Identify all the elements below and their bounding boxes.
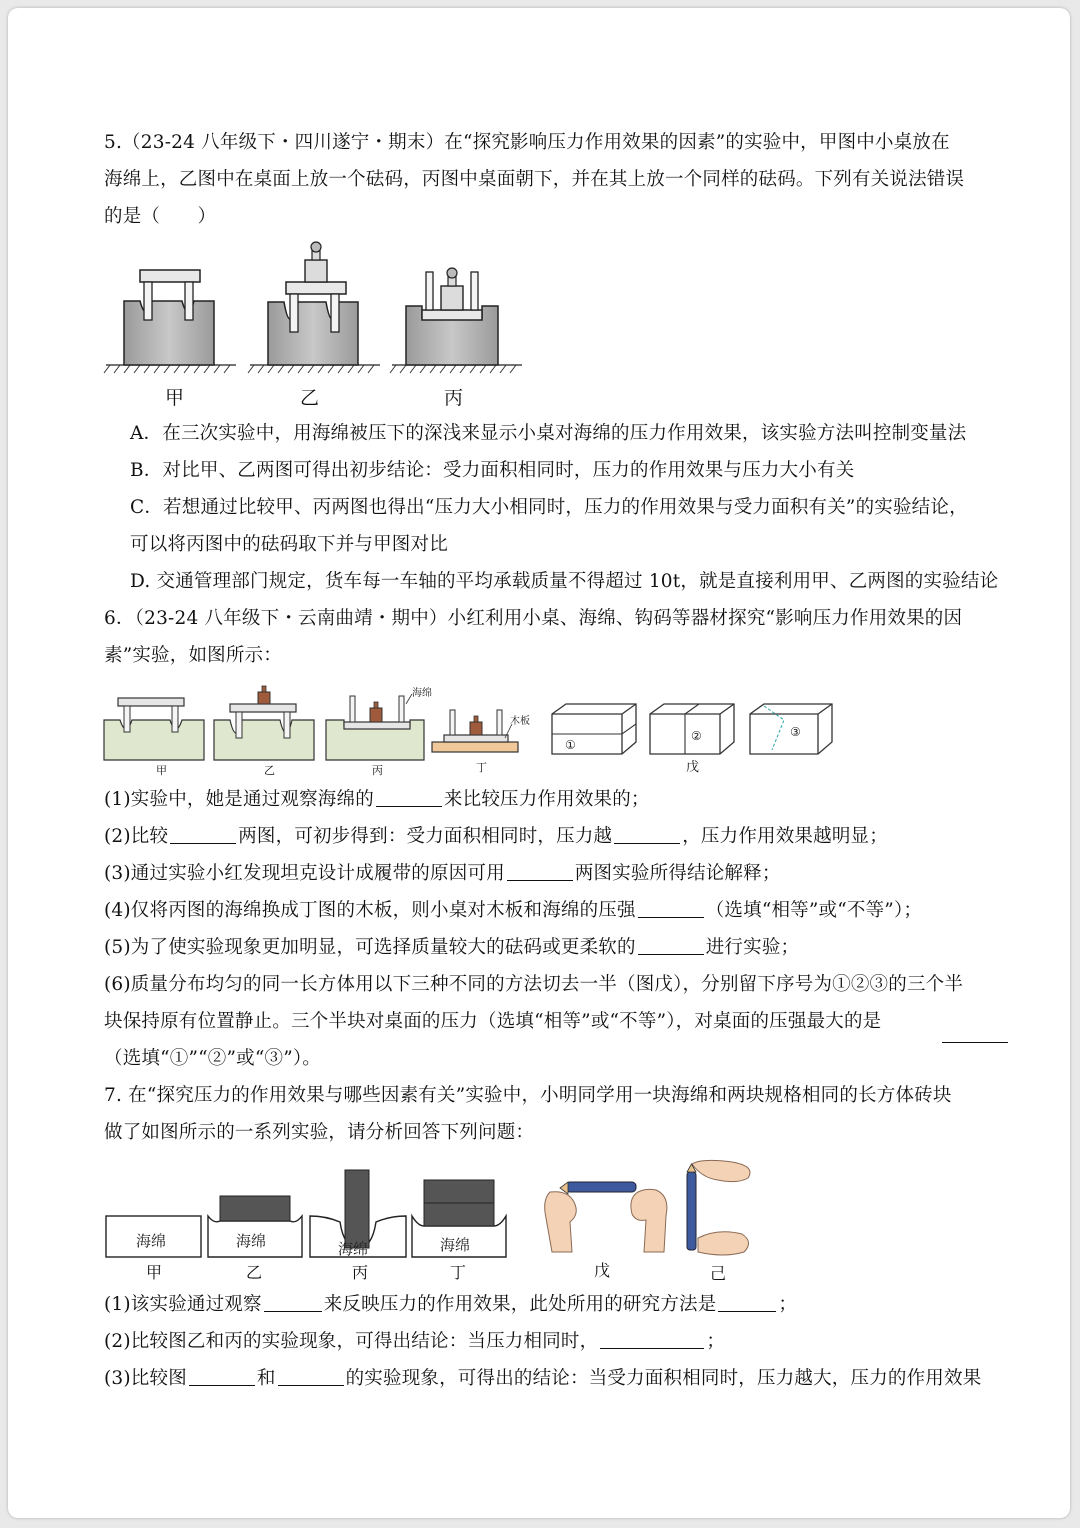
q5-label-yi: 乙: [300, 387, 320, 409]
answer-blank[interactable]: [189, 1367, 255, 1386]
q5-option-c-line-2: 可以将丙图中的砝码取下并与甲图对比: [130, 534, 448, 555]
q6-label-jia: 甲: [156, 764, 167, 777]
q6-sub-3-text-a: (3)通过实验小红发现坦克设计成履带的原因可用: [104, 863, 505, 884]
q7-label-ding: 丁: [450, 1263, 467, 1282]
q7-sub-3-text-b: 和: [256, 1368, 276, 1389]
answer-blank[interactable]: [942, 1042, 1008, 1043]
q7-sub-2: [104, 1330, 725, 1354]
q6-sub-5: [104, 936, 799, 960]
q7-sub-3-text-a: (3)比较图: [104, 1368, 187, 1389]
q5-option-d: D. 交通管理部门规定，货车每一车轴的平均承载质量不得超过 10t，就是直接利用甲、乙两图的实验结论: [130, 571, 999, 592]
answer-blank[interactable]: [638, 899, 704, 918]
q7-sub-1-text-b: 来反映压力的作用效果，此处所用的研究方法是: [323, 1294, 717, 1315]
q6-sub-6-line-3: （选填“①”“②”或“③”）。: [104, 1048, 321, 1069]
q6-sub-4-text-a: (4)仅将丙图的海绵换成丁图的木板，则小桌对木板和海绵的压强: [104, 900, 636, 921]
q6-sub-3-text-b: 两图实验所得结论解释；: [574, 863, 781, 884]
block-2-number: ②: [691, 729, 702, 743]
q5-option-a: A．在三次实验中，用海绵被压下的深浅来显示小桌对海绵的压力作用效果，该实验方法叫控制变量法: [130, 423, 967, 444]
q6-sub-2-text-a: (2)比较: [104, 826, 169, 847]
q5-option-c-line-1: C．若想通过比较甲、丙两图也得出“压力大小相同时，压力的作用效果与受力面积有关”的实验结论，: [130, 497, 968, 518]
callout-sponge: 海绵: [412, 688, 432, 699]
q7-figure: [100, 1158, 765, 1260]
q6-sub-4-text-b: （选填“相等”或“不等”）；: [705, 900, 923, 921]
block-3-number: ③: [790, 725, 801, 739]
block-1-number: ①: [565, 738, 576, 752]
q6-sub-2-text-c: ，压力作用效果越明显；: [682, 826, 888, 847]
answer-blank[interactable]: [638, 936, 704, 955]
q7-label-bing: 丙: [352, 1263, 369, 1282]
q7-stem-line-1: 7. 在“探究压力的作用效果与哪些因素有关”实验中，小明同学用一块海绵和两块规格相同的长方体砖块: [104, 1085, 952, 1106]
q5-figure: [100, 238, 530, 376]
q7-label-jia: 甲: [146, 1263, 163, 1282]
q6-stem-line-2: 素”实验，如图所示：: [104, 645, 282, 666]
answer-blank[interactable]: [600, 1330, 704, 1349]
q5-stem-line-3: 的是（ ）: [104, 206, 217, 227]
q5-stem-line-1: 5.（23-24 八年级下・四川遂宁・期末）在“探究影响压力作用效果的因素”的实验中，甲图中小桌放在: [104, 132, 950, 153]
q6-sub-5-text-a: (5)为了使实验现象更加明显，可选择质量较大的砝码或更柔软的: [104, 937, 636, 958]
answer-blank[interactable]: [170, 825, 236, 844]
q6-label-ding: 丁: [476, 761, 487, 774]
q6-sub-1-text-a: (1)实验中，她是通过观察海绵的: [104, 789, 374, 810]
q5-stem-line-2: 海绵上，乙图中在桌面上放一个砝码，丙图中桌面朝下，并在其上放一个同样的砝码。下列有关说法错误: [104, 169, 965, 190]
q6-label-yi: 乙: [264, 764, 275, 777]
q6-sub-6-line-2: 块保持原有位置静止。三个半块对桌面的压力（选填“相等”或“不等”），对桌面的压强最大的是: [104, 1011, 882, 1032]
q5-option-b: B．对比甲、乙两图可得出初步结论：受力面积相同时，压力的作用效果与压力大小有关: [130, 460, 855, 481]
q7-label-wu: 戊: [594, 1261, 611, 1280]
answer-blank[interactable]: [507, 862, 573, 881]
answer-blank[interactable]: [718, 1293, 776, 1312]
q6-sub-4: [104, 899, 922, 923]
callout-board: 木板: [510, 716, 530, 727]
q6-sub-2-text-b: 两图，可初步得到：受力面积相同时，压力越: [238, 826, 613, 847]
q6-sub-2: [104, 825, 888, 849]
sponge-ding-label: 海绵: [440, 1236, 471, 1254]
answer-blank[interactable]: [278, 1367, 344, 1386]
sponge-yi-label: 海绵: [236, 1232, 267, 1250]
q6-sub-6-line-1: (6)质量分布均匀的同一长方体用以下三种不同的方法切去一半（图戊），分别留下序号为①②③的三个半: [104, 974, 964, 995]
answer-blank[interactable]: [614, 825, 680, 844]
sponge-bing-label: 海绵: [338, 1240, 369, 1258]
answer-blank[interactable]: [264, 1293, 322, 1312]
q7-sub-2-text-b: ；: [706, 1331, 726, 1352]
q6-stem-line-1: 6．（23-24 八年级下・云南曲靖・期中）小红利用小桌、海绵、钩码等器材探究“影响压力作用效果的因: [104, 608, 963, 629]
q7-sub-2-text-a: (2)比较图乙和丙的实验现象，可得出结论：当压力相同时，: [104, 1331, 599, 1352]
q6-sub-3: [104, 862, 781, 886]
q6-sub-5-text-b: 进行实验；: [705, 937, 800, 958]
q7-sub-1-text-c: ；: [778, 1294, 798, 1315]
q6-label-wu: 戊: [686, 760, 700, 775]
q6-figure: [100, 680, 840, 768]
answer-blank[interactable]: [376, 788, 442, 807]
q7-label-yi: 乙: [246, 1263, 263, 1282]
q7-stem-line-2: 做了如图所示的一系列实验，请分析回答下列问题：: [104, 1122, 535, 1143]
q7-sub-3-text-c: 的实验现象，可得出的结论：当受力面积相同时，压力越大，压力的作用效果: [345, 1368, 982, 1389]
q7-label-ji: 己: [710, 1264, 727, 1283]
q5-label-bing: 丙: [444, 387, 464, 409]
q6-sub-1: [104, 788, 650, 812]
q6-sub-1-text-b: 来比较压力作用效果的；: [443, 789, 650, 810]
q6-label-bing: 丙: [372, 764, 383, 777]
q7-sub-3: [104, 1367, 981, 1391]
q7-sub-1: [104, 1293, 797, 1317]
q5-label-jia: 甲: [165, 387, 185, 409]
q7-sub-1-text-a: (1)该实验通过观察: [104, 1294, 262, 1315]
sponge-jia-label: 海绵: [136, 1232, 167, 1250]
